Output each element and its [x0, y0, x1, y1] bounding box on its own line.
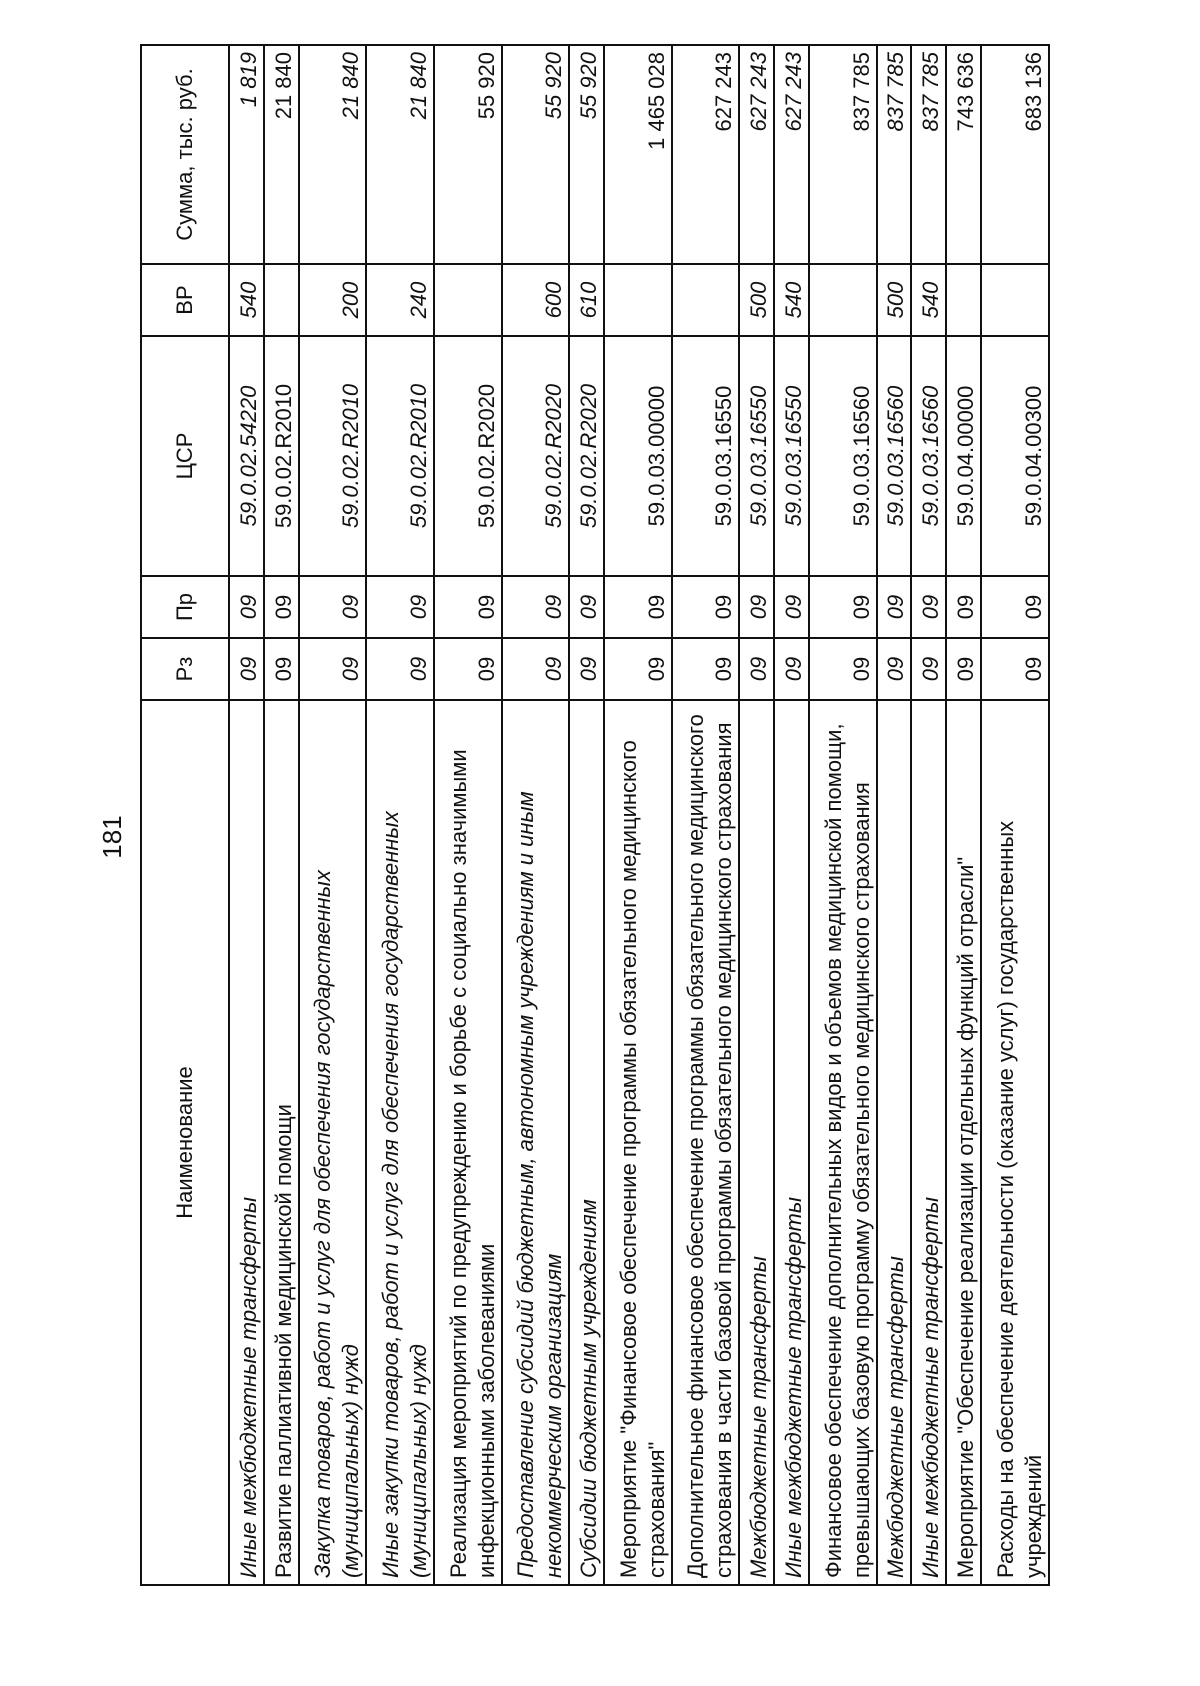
table-row [946, 45, 981, 1585]
row-name: Иные межбюджетные трансферты [774, 700, 809, 1585]
row-csr: 59.0.03.16560 [877, 336, 912, 576]
row-vr: 540 [774, 264, 809, 336]
row-csr: 59.0.02.R2010 [264, 336, 299, 576]
header-pr: Пр [141, 576, 229, 638]
row-pr: 09 [434, 576, 502, 638]
row-sum: 55 920 [502, 45, 570, 264]
row-pr: 09 [672, 576, 740, 638]
table-row [809, 45, 877, 1585]
row-csr: 59.0.02.R2010 [299, 336, 367, 576]
row-rz: 09 [366, 638, 434, 700]
row-name: Иные закупки товаров, работ и услуг для обеспечения государственных (муниципальных) нужд [366, 700, 434, 1585]
row-pr: 09 [366, 576, 434, 638]
row-name: Субсидии бюджетным учреждениям [569, 700, 604, 1585]
row-csr: 59.0.02.54220 [229, 336, 264, 576]
row-vr [672, 264, 740, 336]
row-name: Мероприятие "Обеспечение реализации отдельных функций отрасли" [946, 700, 981, 1585]
row-sum: 683 136 [981, 45, 1049, 264]
row-name: Расходы на обеспечение деятельности (оказание услуг) государственных учреждений [981, 700, 1049, 1585]
row-sum: 837 785 [809, 45, 877, 264]
row-sum: 837 785 [911, 45, 946, 264]
header-rz: Рз [141, 638, 229, 700]
row-name: Межбюджетные трансферты [877, 700, 912, 1585]
row-sum: 743 636 [946, 45, 981, 264]
row-vr: 500 [739, 264, 774, 336]
row-name: Закупка товаров, работ и услуг для обеспечения государственных (муниципальных) нужд [299, 700, 367, 1585]
row-vr [981, 264, 1049, 336]
table-row [264, 45, 299, 1585]
row-sum: 627 243 [672, 45, 740, 264]
table-row [604, 45, 672, 1585]
row-rz: 09 [604, 638, 672, 700]
table-row [299, 45, 367, 1585]
row-vr [604, 264, 672, 336]
row-csr: 59.0.03.16550 [739, 336, 774, 576]
table-row [229, 45, 264, 1585]
row-csr: 59.0.03.00000 [604, 336, 672, 576]
row-csr: 59.0.02.R2020 [569, 336, 604, 576]
table-row [434, 45, 502, 1585]
row-rz: 09 [229, 638, 264, 700]
table-row [877, 45, 912, 1585]
row-pr: 09 [946, 576, 981, 638]
row-pr: 09 [774, 576, 809, 638]
row-pr: 09 [981, 576, 1049, 638]
row-rz: 09 [911, 638, 946, 700]
row-name: Мероприятие "Финансовое обеспечение программы обязательного медицинского страхования" [604, 700, 672, 1585]
row-sum: 21 840 [366, 45, 434, 264]
row-rz: 09 [946, 638, 981, 700]
row-sum: 1 819 [229, 45, 264, 264]
row-sum: 55 920 [569, 45, 604, 264]
row-csr: 59.0.02.R2020 [502, 336, 570, 576]
header-sum: Сумма, тыс. руб. [141, 45, 229, 264]
row-rz: 09 [672, 638, 740, 700]
row-sum: 21 840 [264, 45, 299, 264]
table-row [569, 45, 604, 1585]
row-vr: 610 [569, 264, 604, 336]
row-csr: 59.0.03.16560 [911, 336, 946, 576]
row-name: Иные межбюджетные трансферты [229, 700, 264, 1585]
row-pr: 09 [299, 576, 367, 638]
page-number: 181 [97, 815, 127, 859]
row-pr: 09 [809, 576, 877, 638]
table-row [774, 45, 809, 1585]
row-rz: 09 [264, 638, 299, 700]
row-vr [434, 264, 502, 336]
row-pr: 09 [502, 576, 570, 638]
row-rz: 09 [299, 638, 367, 700]
table-row [672, 45, 740, 1585]
budget-table-container [140, 46, 1050, 1586]
row-vr: 200 [299, 264, 367, 336]
row-name: Межбюджетные трансферты [739, 700, 774, 1585]
row-rz: 09 [809, 638, 877, 700]
header-name: Наименование [141, 700, 229, 1585]
row-pr: 09 [877, 576, 912, 638]
row-sum: 1 465 028 [604, 45, 672, 264]
row-name: Дополнительное финансовое обеспечение программы обязательного медицинского страхования в части базовой программы обязательного медицинского страхования [672, 700, 740, 1585]
row-name: Предоставление субсидий бюджетным, автономным учреждениям и иным некоммерческим организациям [502, 700, 570, 1585]
row-vr [809, 264, 877, 336]
row-name: Иные межбюджетные трансферты [911, 700, 946, 1585]
row-rz: 09 [434, 638, 502, 700]
row-pr: 09 [229, 576, 264, 638]
row-vr: 540 [229, 264, 264, 336]
row-name: Реализация мероприятий по предупреждению и борьбе с социально значимыми инфекционными заболеваниями [434, 700, 502, 1585]
row-sum: 21 840 [299, 45, 367, 264]
row-sum: 55 920 [434, 45, 502, 264]
row-sum: 627 243 [774, 45, 809, 264]
row-vr [264, 264, 299, 336]
row-rz: 09 [739, 638, 774, 700]
row-name: Финансовое обеспечение дополнительных видов и объемов медицинской помощи, превышающих базовую программу обязательного медицинского страхования [809, 700, 877, 1585]
budget-table [140, 44, 1050, 1586]
row-rz: 09 [502, 638, 570, 700]
row-csr: 59.0.02.R2010 [366, 336, 434, 576]
table-row [739, 45, 774, 1585]
row-vr: 540 [911, 264, 946, 336]
row-rz: 09 [569, 638, 604, 700]
row-sum: 627 243 [739, 45, 774, 264]
table-row [911, 45, 946, 1585]
row-name: Развитие паллиативной медицинской помощи [264, 700, 299, 1585]
row-csr: 59.0.04.00000 [946, 336, 981, 576]
row-pr: 09 [569, 576, 604, 638]
row-csr: 59.0.02.R2020 [434, 336, 502, 576]
table-row [502, 45, 570, 1585]
row-pr: 09 [739, 576, 774, 638]
row-rz: 09 [774, 638, 809, 700]
row-rz: 09 [877, 638, 912, 700]
row-vr: 600 [502, 264, 570, 336]
row-rz: 09 [981, 638, 1049, 700]
table-header-row [141, 45, 229, 1585]
row-csr: 59.0.03.16550 [672, 336, 740, 576]
header-csr: ЦСР [141, 336, 229, 576]
row-pr: 09 [264, 576, 299, 638]
row-pr: 09 [911, 576, 946, 638]
row-vr: 240 [366, 264, 434, 336]
header-vr: ВР [141, 264, 229, 336]
table-row [366, 45, 434, 1585]
row-vr: 500 [877, 264, 912, 336]
table-row [981, 45, 1049, 1585]
row-pr: 09 [604, 576, 672, 638]
row-csr: 59.0.03.16560 [809, 336, 877, 576]
row-csr: 59.0.03.16550 [774, 336, 809, 576]
row-csr: 59.0.04.00300 [981, 336, 1049, 576]
row-vr [946, 264, 981, 336]
row-sum: 837 785 [877, 45, 912, 264]
